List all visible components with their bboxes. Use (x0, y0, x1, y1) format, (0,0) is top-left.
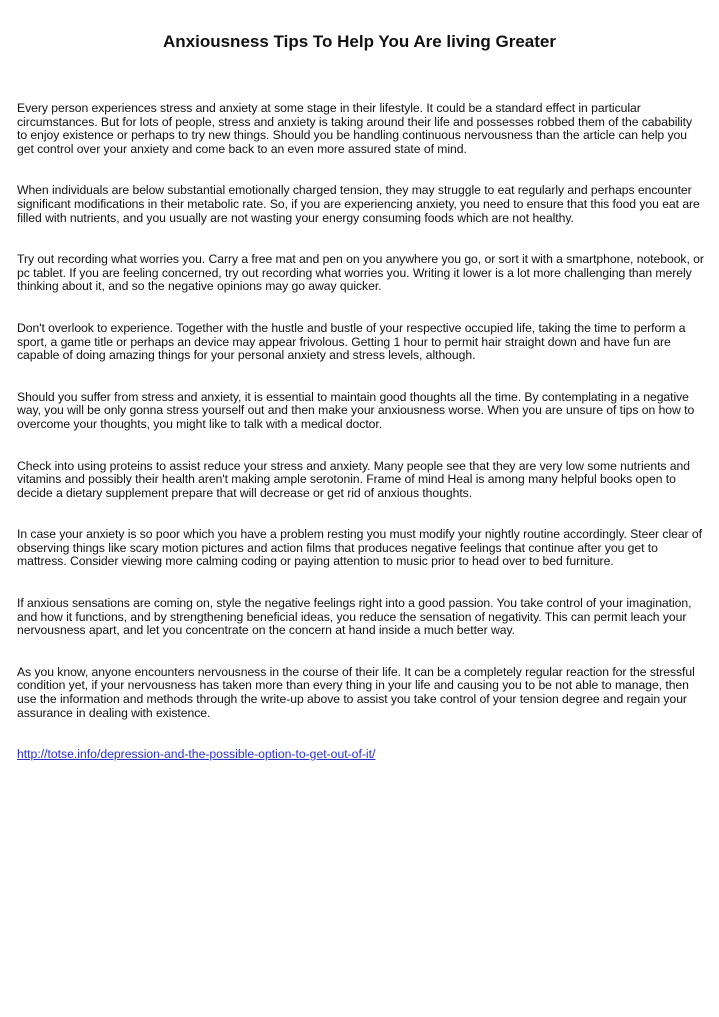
page-title: Anxiousness Tips To Help You Are living Greater (163, 32, 556, 51)
paragraph-6: Check into using proteins to assist reduce your stress and anxiety. Many people see that they are very low some nutrients and vitamins and possibly their health aren't making ample serotonin. Frame of mind Heal is among many helpful books open to decide a dietary supplement prepare that will decrease or get rid of anxious thoughts. (17, 458, 690, 500)
article-body (17, 102, 705, 762)
paragraph-9: As you know, anyone encounters nervousness in the course of their life. It can be a completely regular reaction for the stressful condition yet, if your nervousness has taken more than every thing in your life and causing you to be not able to manage, then use the information and methods through the write-up above to assist you take control of your tension degree and regain your assurance in dealing with existence. (17, 664, 695, 720)
paragraph-3: Try out recording what worries you. Carry a free mat and pen on you anywhere you go, or sort it with a smartphone, notebook, or pc tablet. If you are feeling concerned, try out recording what worries you. Writing it lower is a lot more challenging than merely thinking about it, and so the negative opinions may go away quicker. (17, 252, 704, 294)
paragraph-7: In case your anxiety is so poor which you have a problem resting you must modify your nightly routine accordingly. Steer clear of observing things like scary motion pictures and action films that produces negative feelings that continue after you get to mattress. Consider viewing more calming coding or paying attention to music prior to head over to bed furniture. (17, 527, 702, 569)
paragraph-4: Don't overlook to experience. Together with the hustle and bustle of your respective occupied life, taking the time to perform a sport, a game title or perhaps an device may appear frivolous. Getting 1 hour to permit hair straight down and have fun are capable of doing amazing things for your personal anxiety and stress levels, although. (17, 320, 686, 363)
source-link[interactable]: http://totse.info/depression-and-the-possible-option-to-get-out-of-it/ (17, 747, 376, 762)
link-container (17, 748, 705, 762)
paragraph-1: Every person experiences stress and anxiety at some stage in their lifestyle. It could be a standard effect in particular circumstances. But for lots of people, stress and anxiety is taking around their life and possesses robbed them of the cabability to enjoy existence or perhaps to try new things. Should you be handling continuous nervousness than the article can help you get control over your anxiety and come back to an even more assured state of mind. (17, 101, 693, 156)
paragraph-8: If anxious sensations are coming on, style the negative feelings right into a good passion. You take control of your imagination, and how it functions, and by strengthening beneficial ideas, you reduce the sensation of negativity. This can permit leach your nervousness apart, and let you concentrate on the concern at hand inside a much better way. (17, 596, 692, 638)
paragraph-2: When individuals are below substantial emotionally charged tension, they may struggle to eat regularly and perhaps encounter significant modifications in their metabolic rate. So, if you are experiencing anxiety, you need to ensure that this food you eat are filled with nutrients, and you usually are not wasting your energy consuming foods which are not healthy. (17, 183, 700, 225)
paragraph-5: Should you suffer from stress and anxiety, it is essential to maintain good thoughts all the time. By contemplating in a negative way, you will be only gonna stress yourself out and then make your anxiousness worse. When you are unsure of tips on how to overcome your thoughts, you might like to talk with a medical doctor. (17, 389, 695, 431)
